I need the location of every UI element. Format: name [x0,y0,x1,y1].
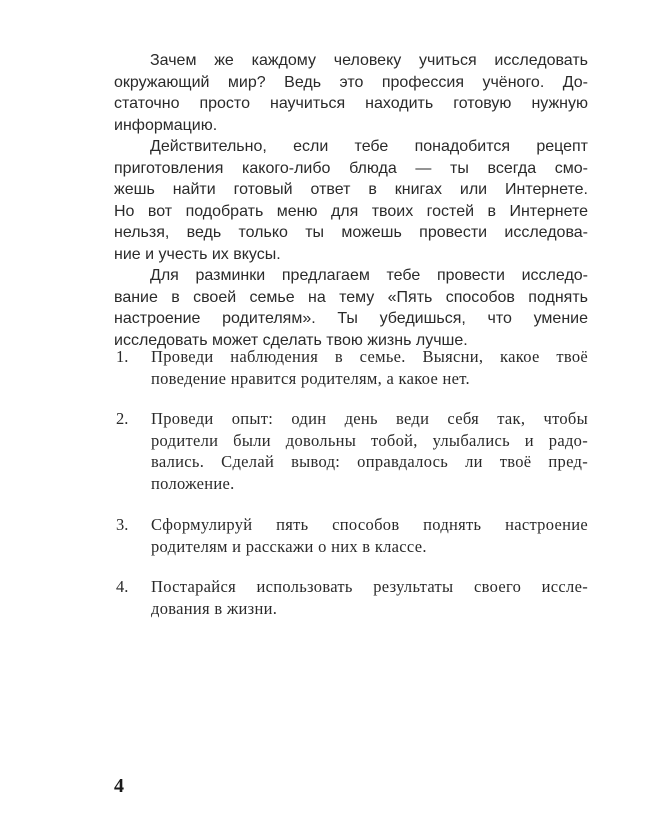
task-item-1 [114,346,588,389]
task-number: 1. [116,347,129,366]
task-number: 2. [116,409,129,428]
text-line: приготовления какого-либо блюда — ты всегда смо- [114,159,588,177]
task-item-3 [114,514,588,557]
page-number: 4 [114,775,124,797]
paragraph-1 [114,50,588,136]
text-line: Действительно, если тебе понадобится рецепт [150,138,588,155]
task-item-2 [114,408,588,494]
task-line: Проведи наблюдения в семье. Выясни, какое твоё [151,347,588,366]
task-line: родители были довольны тобой, улыбались и радо- [151,430,588,450]
task-item-4 [114,576,588,619]
task-line: вались. Сделай вывод: оправдалось ли твоё пред- [151,452,588,471]
text-line: исследовать может сделать твою жизнь лучше. [114,331,468,349]
task-line: положение. [151,473,235,493]
text-line: вание в своей семье на тему «Пять способов поднять [114,288,588,306]
task-line: Постарайся использовать результаты своего иссле- [151,577,588,596]
text-line: нельзя, ведь только ты можешь провести исследова- [114,224,588,241]
paragraph-3 [114,265,588,351]
text-line: жешь найти готовый ответ в книгах или Интернете. [114,181,588,198]
task-line: Проведи опыт: один день веди себя так, чтобы [151,409,588,428]
task-line: поведение нравится родителям, а какое нет. [151,368,470,388]
text-line: статочно просто научиться находить готовую нужную [114,95,588,112]
task-number: 4. [116,577,129,596]
task-number: 3. [116,515,129,534]
text-line: информацию. [114,116,218,134]
text-line: настроение родителям». Ты убедишься, что умение [114,310,588,327]
text-line: ние и учесть их вкусы. [114,245,281,263]
task-line: Сформулируй пять способов поднять настроение [151,515,588,534]
task-line: дования в жизни. [151,598,278,618]
text-line: Для разминки предлагаем тебе провести исследо- [150,267,588,284]
text-line: окружающий мир? Ведь это профессия учёного. До- [114,73,588,91]
paragraph-2 [114,136,588,265]
text-line: Но вот подобрать меню для твоих гостей в Интернете [114,202,588,220]
task-line: родителям и расскажи о них в классе. [151,536,427,556]
intro-text [114,50,588,351]
text-line: Зачем же каждому человеку учиться исследовать [150,52,588,69]
